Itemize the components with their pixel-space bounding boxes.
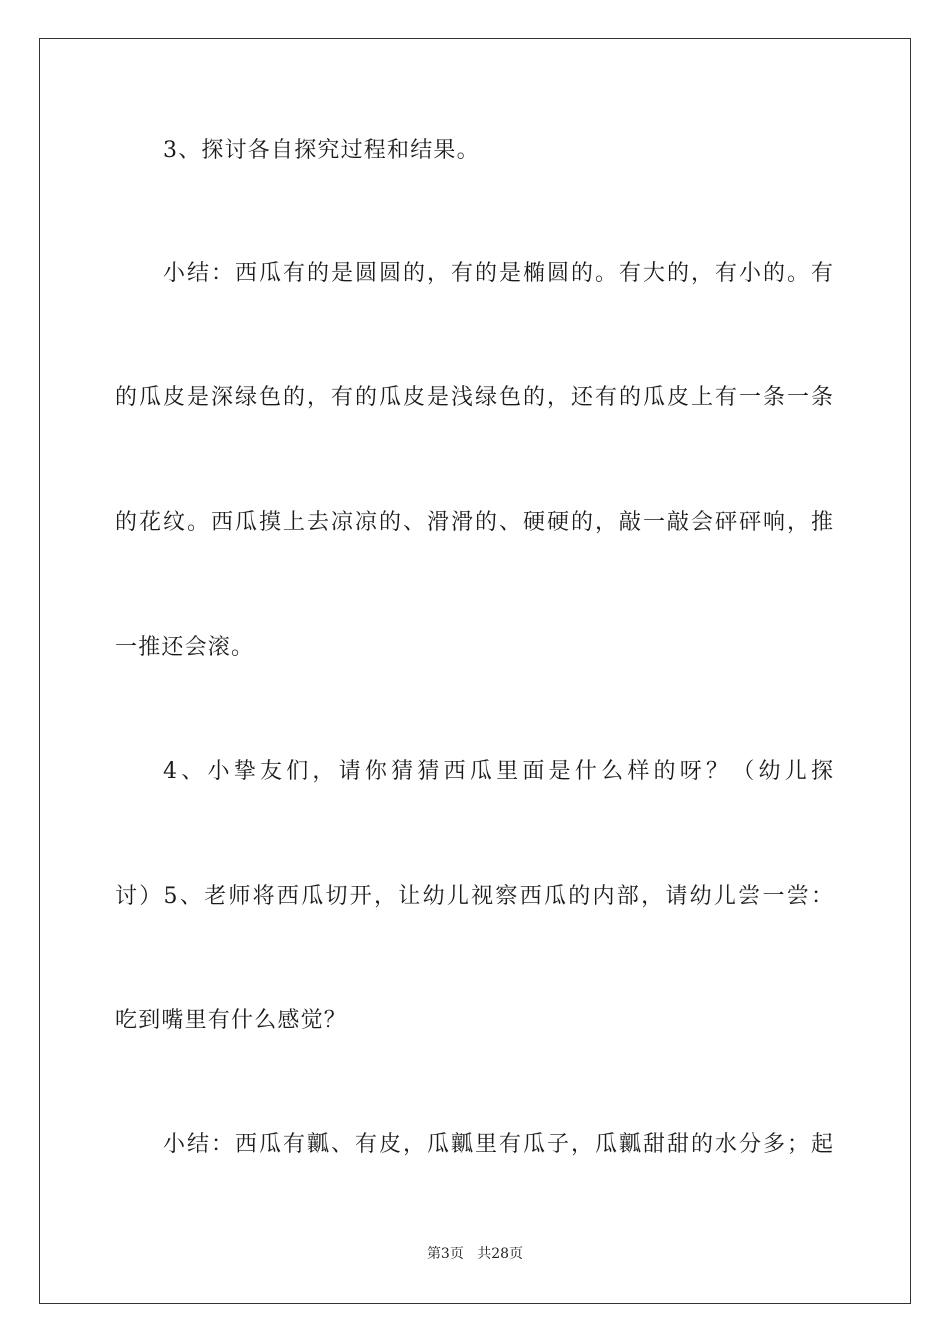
paragraph-line-3: 的瓜皮是深绿色的，有的瓜皮是浅绿色的，还有的瓜皮上有一条一条 xyxy=(115,385,833,410)
paragraph-line-5: 一推还会滚。 xyxy=(115,635,255,660)
paragraph-line-9: 小结：西瓜有瓤、有皮，瓜瓤里有瓜子，瓜瓤甜甜的水分多；起 xyxy=(163,1132,833,1157)
page-footer xyxy=(0,1244,950,1264)
paragraph-line-2: 小结：西瓜有的是圆圆的，有的是椭圆的。有大的，有小的。有 xyxy=(163,261,833,286)
paragraph-line-4: 的花纹。西瓜摸上去凉凉的、滑滑的、硬硬的，敲一敲会砰砰响，推 xyxy=(115,510,833,535)
page-total: 共28页 xyxy=(477,1246,524,1262)
paragraph-line-6: 4、小挚友们，请你猜猜西瓜里面是什么样的呀？（幼儿探 xyxy=(163,759,833,784)
page-border xyxy=(39,38,911,1304)
page-number: 第3页 xyxy=(426,1246,464,1262)
paragraph-line-1: 3、探讨各自探究过程和结果。 xyxy=(163,138,480,163)
paragraph-line-8: 吃到嘴里有什么感觉？ xyxy=(115,1008,348,1033)
paragraph-line-7: 讨）5、老师将西瓜切开，让幼儿视察西瓜的内部，请幼儿尝一尝： xyxy=(115,884,833,909)
